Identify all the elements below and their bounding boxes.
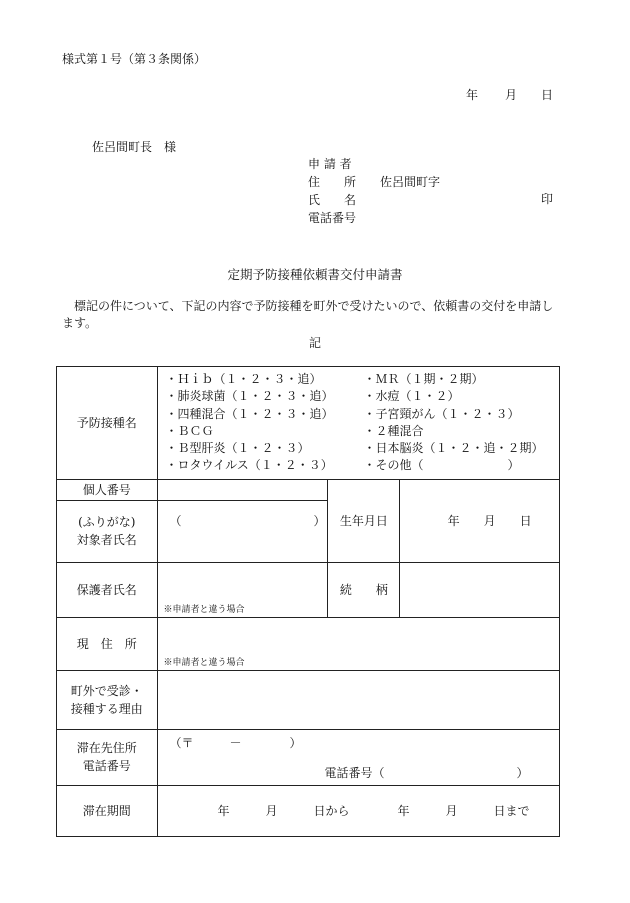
guardian-row <box>57 562 560 617</box>
address-label: 現 住 所 <box>57 617 158 670</box>
applicant-phone-label: 電話番号 <box>308 211 357 225</box>
vaccine-item[interactable]: ・四種混合（１・２・３・追） <box>165 406 334 421</box>
applicant-heading: 申 請 者 <box>308 157 352 171</box>
reason-label <box>57 670 158 729</box>
subject-name-label: 対象者氏名 <box>76 533 137 548</box>
vaccine-list[interactable] <box>157 367 560 480</box>
vaccine-item[interactable]: ・子宮頸がん（１・２・３） <box>363 406 520 421</box>
vaccine-list-right <box>364 371 554 475</box>
stay-address-row <box>57 729 560 785</box>
applicant-name-label: 氏 名 <box>308 193 357 207</box>
addressee: 佐呂間町長 様 <box>92 140 177 154</box>
vaccine-item[interactable]: ・肺炎球菌（１・２・３・追） <box>165 389 334 404</box>
applicant-address-label: 住 所 <box>308 175 357 189</box>
guardian-note: ※申請者と違う場合 <box>163 604 245 615</box>
stay-address-label <box>57 729 158 785</box>
personal-number-field[interactable] <box>157 479 328 500</box>
document-title: 定期予防接種依頼書交付申請書 <box>227 267 403 282</box>
date-day: 日 <box>541 88 554 102</box>
birthdate-label: 生年月日 <box>328 479 400 562</box>
personal-number-row <box>57 479 560 500</box>
date-year: 年 <box>466 88 479 102</box>
vaccine-item[interactable]: ・Ｈｉｂ（１・２・３・追） <box>165 372 322 386</box>
stay-period-field[interactable]: 年 月 日から 年 月 日まで <box>157 785 560 836</box>
address-row <box>57 617 560 670</box>
address-note: ※申請者と違う場合 <box>163 657 245 668</box>
stay-address-label-line2: 電話番号 <box>82 759 131 774</box>
ki-mark: 記 <box>308 336 321 350</box>
vaccine-item[interactable]: ・２種混合 <box>363 423 424 438</box>
subject-name-field[interactable] <box>157 500 328 562</box>
vaccine-item[interactable]: ・ＢＣＧ <box>165 423 214 438</box>
guardian-label: 保護者氏名 <box>57 562 158 617</box>
seal-mark: 印 <box>541 192 554 206</box>
applicant-address-value: 佐呂間町字 <box>380 175 441 189</box>
reason-field[interactable] <box>157 670 560 729</box>
furigana-parens: （ ） <box>169 513 326 528</box>
guardian-field[interactable] <box>157 562 328 617</box>
relation-field[interactable] <box>400 562 560 617</box>
reason-label-line1: 町外で受診・ <box>70 683 143 698</box>
personal-number-label: 個人番号 <box>57 479 158 500</box>
address-field[interactable] <box>157 617 560 670</box>
application-table <box>56 366 560 837</box>
vaccine-item[interactable]: ・ＭＲ（１期・２期） <box>363 372 484 386</box>
vaccine-list-left <box>166 371 364 475</box>
birthdate-field[interactable]: 年 月 日 <box>400 479 560 562</box>
vaccine-item[interactable]: ・日本脳炎（１・２・追・２期） <box>363 441 544 456</box>
date-month: 月 <box>505 88 518 102</box>
vaccine-item[interactable]: ・Ｂ型肝炎（１・２・３） <box>165 441 310 456</box>
vaccine-item[interactable]: ・その他（ ） <box>363 458 520 473</box>
subject-name-label-cell <box>57 500 158 562</box>
stay-period-label: 滞在期間 <box>57 785 158 836</box>
furigana-label: (ふりがな) <box>78 515 136 530</box>
relation-label: 続 柄 <box>328 562 400 617</box>
stay-phone-field: 電話番号（ ） <box>324 765 529 780</box>
vaccine-item[interactable]: ・ロタウイルス（１・２・３） <box>165 458 333 473</box>
vaccine-item[interactable]: ・水痘（１・２） <box>363 389 460 404</box>
reason-row <box>57 670 560 729</box>
stay-address-field[interactable] <box>157 729 560 785</box>
vaccine-label: 予防接種名 <box>57 367 158 480</box>
vaccine-row <box>57 367 560 480</box>
form-number: 様式第１号（第３条関係） <box>62 52 207 66</box>
postal-code: （〒 － ） <box>169 735 302 750</box>
stay-period-row <box>57 785 560 836</box>
reason-label-line2: 接種する理由 <box>70 701 143 716</box>
stay-address-label-line1: 滞在先住所 <box>76 741 137 756</box>
body-text: 標記の件について、下記の内容で予防接種を町外で受けたいので、依頼書の交付を申請します。 <box>62 299 554 330</box>
